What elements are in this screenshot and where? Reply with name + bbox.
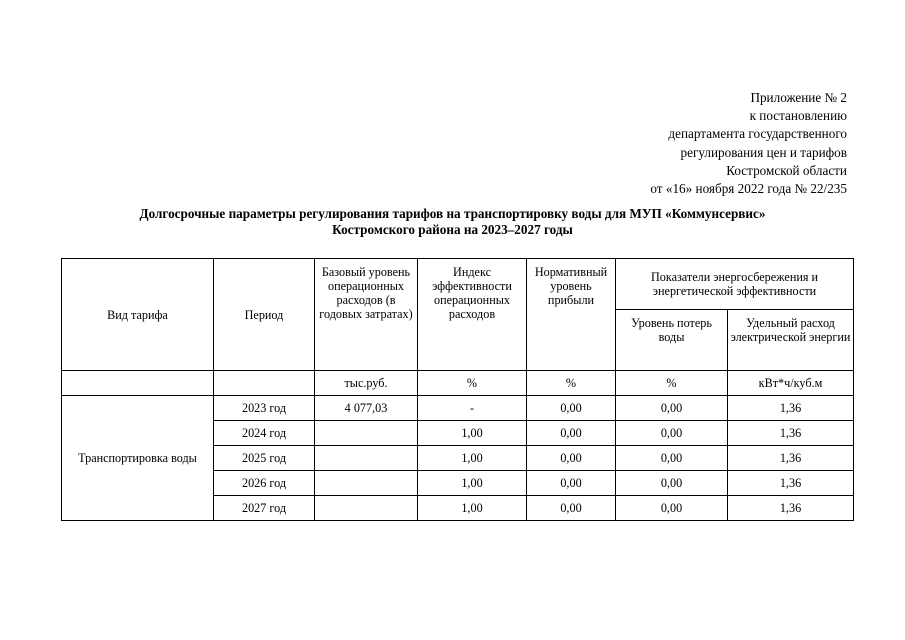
appendix-line: регулирования цен и тарифов [680, 144, 847, 160]
document-title [40, 206, 865, 238]
normative-profit-cell: 0,00 [527, 421, 616, 446]
period-cell: 2025 год [214, 446, 315, 471]
unit-normative-profit: % [527, 371, 616, 396]
tariff-parameters-table [61, 258, 854, 521]
water-loss-cell: 0,00 [616, 446, 728, 471]
water-loss-cell: 0,00 [616, 396, 728, 421]
header-water-loss: Уровень потерь воды [616, 310, 728, 371]
unit-cell-empty [62, 371, 214, 396]
title-line: Костромского района на 2023–2027 годы [332, 222, 573, 237]
table-row [62, 396, 854, 421]
unit-base-level: тыс.руб. [315, 371, 418, 396]
appendix-line: Приложение № 2 [750, 90, 847, 105]
title-line: Долгосрочные параметры регулирования тарифов на транспортировку воды для МУП «Коммунсервис» [139, 206, 766, 221]
header-tariff-type: Вид тарифа [62, 259, 214, 371]
normative-profit-cell: 0,00 [527, 496, 616, 521]
normative-profit-cell: 0,00 [527, 396, 616, 421]
efficiency-index-cell: 1,00 [418, 421, 527, 446]
appendix-line: от «16» ноября 2022 года № 22/235 [650, 181, 847, 197]
water-loss-cell: 0,00 [616, 421, 728, 446]
base-level-cell: 4 077,03 [315, 396, 418, 421]
electricity-use-cell: 1,36 [728, 471, 854, 496]
header-efficiency-index: Индекс эффективности операционных расходов [418, 259, 527, 371]
unit-cell-empty [214, 371, 315, 396]
unit-electricity-use: кВт*ч/куб.м [728, 371, 854, 396]
header-base-level: Базовый уровень операционных расходов (в годовых затратах) [315, 259, 418, 371]
electricity-use-cell: 1,36 [728, 396, 854, 421]
header-period: Период [214, 259, 315, 371]
tariff-name-cell: Транспортировка воды [62, 396, 214, 521]
unit-efficiency-index: % [418, 371, 527, 396]
normative-profit-cell: 0,00 [527, 471, 616, 496]
header-energy-group: Показатели энергосбережения и энергетической эффективности [616, 259, 854, 310]
efficiency-index-cell: 1,00 [418, 446, 527, 471]
electricity-use-cell: 1,36 [728, 496, 854, 521]
base-level-cell [315, 446, 418, 471]
appendix-line: департамента государственного [668, 126, 847, 142]
period-cell: 2026 год [214, 471, 315, 496]
base-level-cell [315, 496, 418, 521]
electricity-use-cell: 1,36 [728, 446, 854, 471]
appendix-header [650, 89, 847, 198]
appendix-line: Костромской области [726, 162, 847, 178]
normative-profit-cell: 0,00 [527, 446, 616, 471]
header-normative-profit: Нормативный уровень прибыли [527, 259, 616, 371]
electricity-use-cell: 1,36 [728, 421, 854, 446]
efficiency-index-cell: 1,00 [418, 496, 527, 521]
unit-water-loss: % [616, 371, 728, 396]
efficiency-index-cell: 1,00 [418, 471, 527, 496]
header-electricity-use: Удельный расход электрической энергии [728, 310, 854, 371]
base-level-cell [315, 471, 418, 496]
period-cell: 2027 год [214, 496, 315, 521]
water-loss-cell: 0,00 [616, 471, 728, 496]
base-level-cell [315, 421, 418, 446]
water-loss-cell: 0,00 [616, 496, 728, 521]
period-cell: 2023 год [214, 396, 315, 421]
appendix-line: к постановлению [749, 108, 847, 124]
period-cell: 2024 год [214, 421, 315, 446]
efficiency-index-cell: - [418, 396, 527, 421]
